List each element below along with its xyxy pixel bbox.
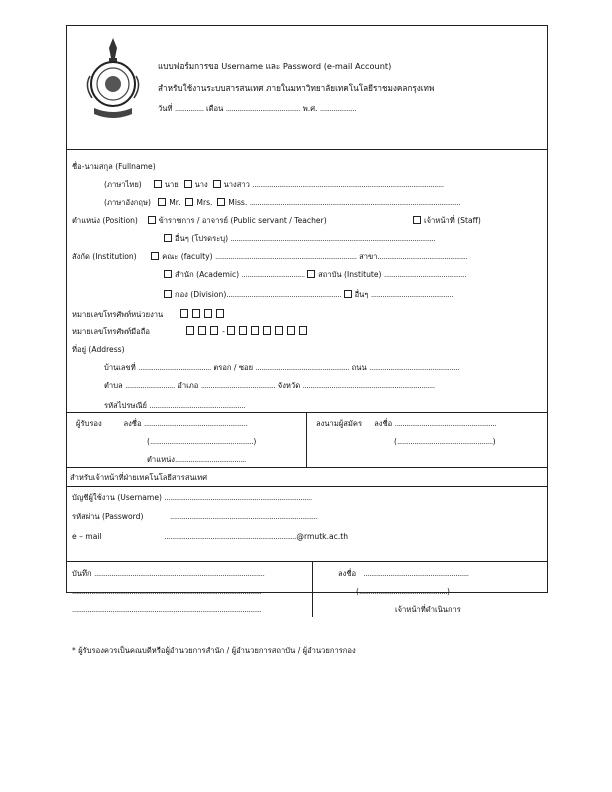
academic-row: สำนัก (Academic) ................................. สถาบัน (Institute) ........................................... <box>164 270 466 280</box>
digit-box[interactable] <box>186 326 194 335</box>
title-checkbox[interactable] <box>154 180 162 188</box>
date-line: วันที่ ............... เดือน ....................................... พ.ศ. ................... <box>158 104 357 113</box>
divider <box>306 412 307 467</box>
divider <box>66 412 548 413</box>
form-subtitle: สำหรับใช้งานระบบสารสนเทศ ภายในมหาวิทยาลัยเทคโนโลยีราชมงคลกรุงเทพ <box>158 83 435 93</box>
username-row: บัญชีผู้ใช้งาน (Username) ............................................................................. <box>72 493 312 502</box>
digit-box[interactable] <box>299 326 307 335</box>
applicant-row: ลงนามผู้สมัคร ลงชื่อ ..................................................... <box>316 419 497 428</box>
applicant-name-line: (..................................................) <box>394 437 496 446</box>
certifier-position-row: ตำแหน่ง..................................... <box>147 455 246 464</box>
title-checkbox[interactable] <box>158 198 166 206</box>
staff-option: เจ้าหน้าที่ (Staff) <box>413 216 481 226</box>
digit-box[interactable] <box>227 326 235 335</box>
digit-box[interactable] <box>192 309 200 318</box>
footnote: * ผู้รับรองควรเป็นคณบดีหรือผู้อำนวยการสำนัก / ผู้อำนวยการสถาบัน / ผู้อำนวยการกอง <box>72 646 356 655</box>
certifier-name-line: (......................................................) <box>147 437 257 446</box>
title-checkbox[interactable] <box>217 198 225 206</box>
operator-sign-row: ลงชื่อ ....................................................... <box>338 569 469 578</box>
title-checkbox[interactable] <box>184 180 192 188</box>
digit-box[interactable] <box>287 326 295 335</box>
digit-box[interactable] <box>239 326 247 335</box>
operator-label: เจ้าหน้าที่ดำเนินการ <box>395 605 461 614</box>
position-checkbox[interactable] <box>148 216 156 224</box>
digit-box[interactable] <box>210 326 218 335</box>
password-row: รหัสผ่าน (Password) ............................................................................. <box>72 512 318 521</box>
note-line: ................................................................................................... <box>72 587 262 596</box>
digit-box[interactable] <box>275 326 283 335</box>
institution-checkbox[interactable] <box>307 270 315 278</box>
digit-box[interactable] <box>204 309 212 318</box>
thai-name-row: (ภาษาไทย) นาย นาง นางสาว .................................................................................................... <box>104 180 444 189</box>
institution-checkbox[interactable] <box>151 252 159 260</box>
note-line: ................................................................................................... <box>72 605 262 614</box>
email-row: e – mail .....................................................................@rmutk.ac.th <box>72 532 349 541</box>
divider <box>66 486 548 487</box>
title-checkbox[interactable] <box>213 180 221 188</box>
divider <box>66 561 548 562</box>
divider <box>66 149 548 150</box>
digit-box[interactable] <box>180 309 188 318</box>
office-phone-row: หมายเลขโทรศัพท์หน่วยงาน <box>72 309 228 320</box>
divider <box>312 561 313 617</box>
operator-name-line: (..............................................) <box>356 587 450 596</box>
position-checkbox[interactable] <box>164 234 172 242</box>
form-title: แบบฟอร์มการขอ Username และ Password (e-mail Account) <box>158 61 392 71</box>
address-label: ที่อยู่ (Address) <box>72 345 125 354</box>
certifier-row: ผู้รับรอง ลงชื่อ ...................................................... <box>76 419 248 428</box>
fullname-label: ชื่อ-นามสกุล (Fullname) <box>72 162 156 171</box>
digit-box[interactable] <box>251 326 259 335</box>
divider <box>66 467 548 468</box>
digit-box[interactable] <box>263 326 271 335</box>
institution-row: สังกัด (Institution) คณะ (faculty) .......................................................................... สาขา............................................... <box>72 252 468 261</box>
digit-box[interactable] <box>216 309 224 318</box>
division-row: กอง (Division)............................................................ อื่นๆ ........................................... <box>164 290 453 300</box>
eng-name-row: (ภาษาอังกฤษ) Mr. Mrs. Miss. .............................................................................................................. <box>104 198 461 207</box>
university-seal-logo <box>84 36 142 124</box>
address-row-2: ตำบล .......................... อำเภอ ....................................... จังหวัด ..................................................................... <box>104 381 435 390</box>
position-row: ตำแหน่ง (Position) ข้าราชการ / อาจารย์ (Public servant / Teacher) <box>72 216 327 225</box>
note-row: บันทึก ......................................................................................... <box>72 569 265 578</box>
position-other-row: อื่นๆ (โปรดระบุ) ........................................................................................................... <box>164 234 435 244</box>
title-checkbox[interactable] <box>185 198 193 206</box>
institution-checkbox[interactable] <box>344 290 352 298</box>
institution-checkbox[interactable] <box>164 270 172 278</box>
digit-box[interactable] <box>198 326 206 335</box>
address-row-3: รหัสไปรษณีย์ .................................................. <box>104 401 246 410</box>
address-row-1: บ้านเลขที่ ...................................... ตรอก / ซอย ................................................. ถนน ............................................... <box>104 363 460 372</box>
position-checkbox[interactable] <box>413 216 421 224</box>
mobile-phone-row: หมายเลขโทรศัพท์มือถือ - <box>72 326 311 337</box>
institution-checkbox[interactable] <box>164 290 172 298</box>
it-section-title: สำหรับเจ้าหน้าที่ฝ่ายเทคโนโลยีสารสนเทศ <box>70 473 208 482</box>
